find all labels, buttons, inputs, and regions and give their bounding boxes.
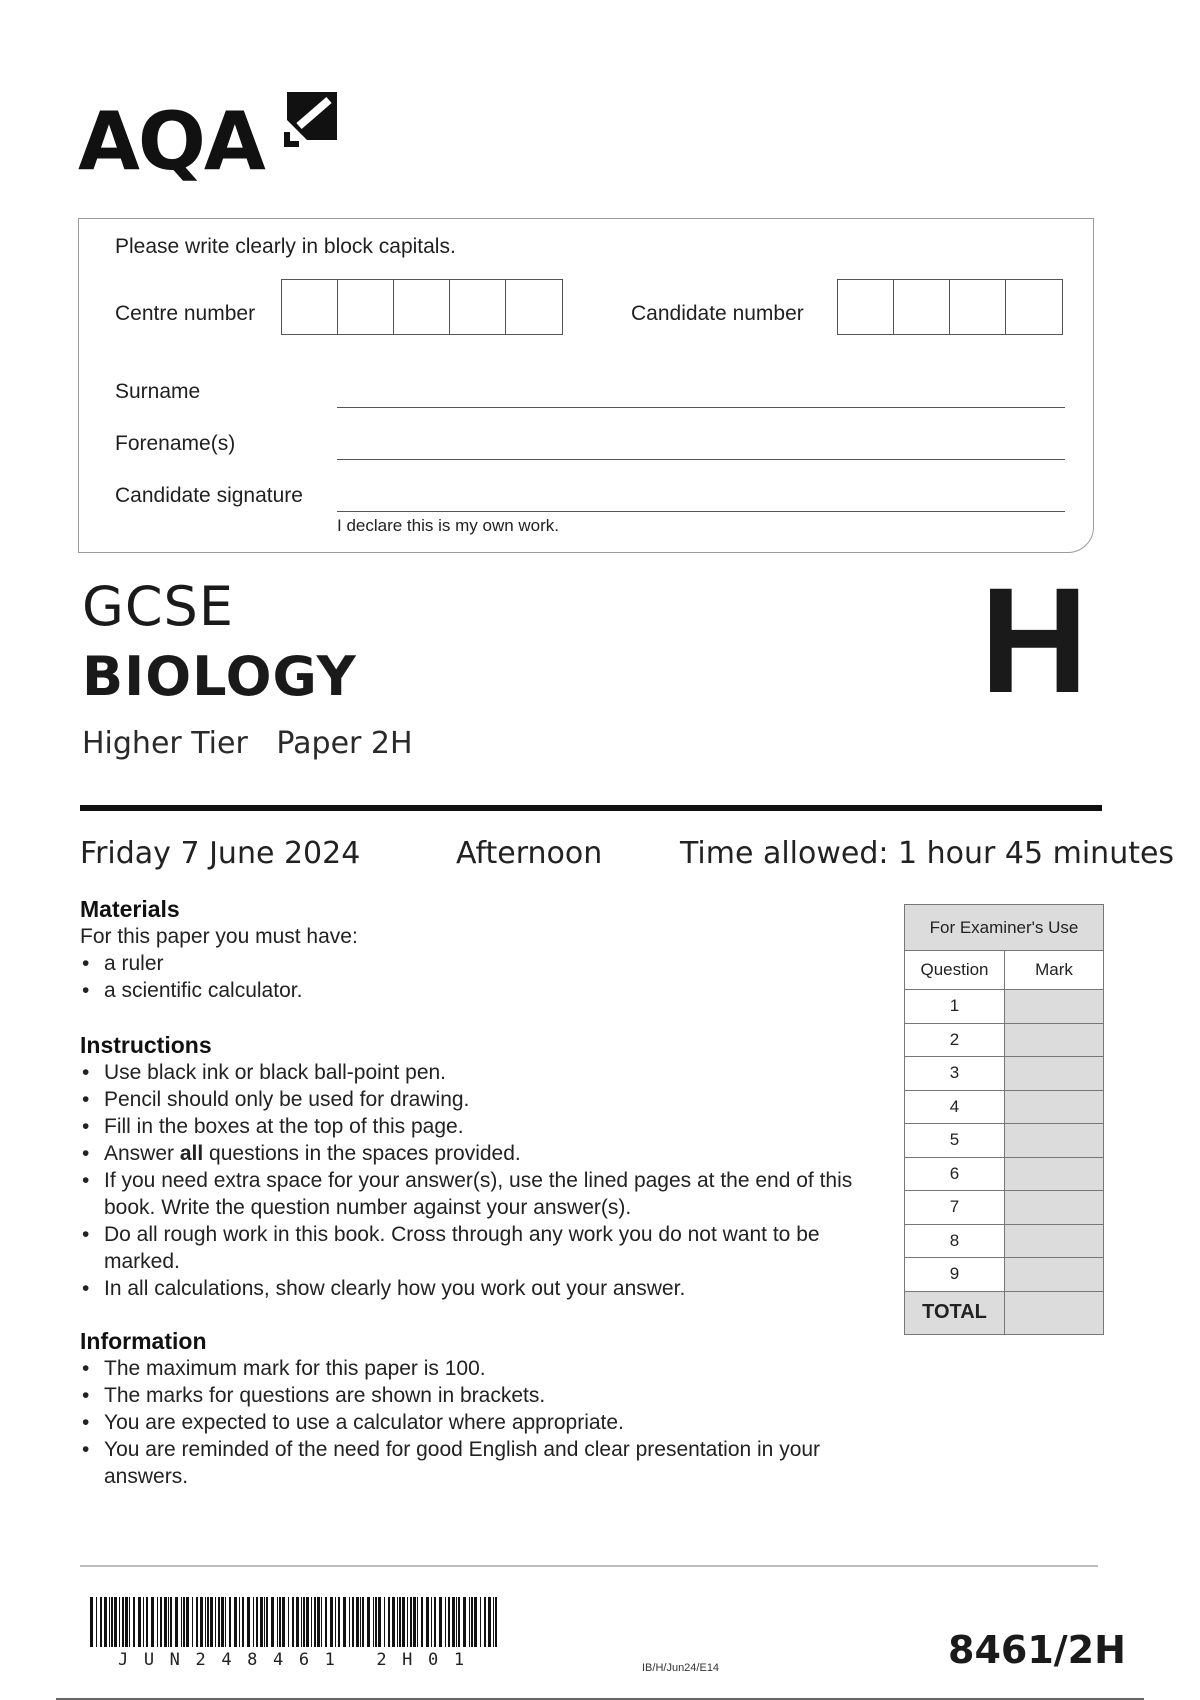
barcode-bar: [306, 1597, 309, 1647]
examiner-use-table: [904, 904, 1104, 1335]
barcode-bar: [129, 1597, 130, 1647]
candidate-digit-box[interactable]: [950, 280, 1006, 334]
question-number: 9: [905, 1258, 1005, 1292]
tier-letter: H: [980, 556, 1089, 724]
barcode-bar: [426, 1597, 429, 1647]
candidate-number-boxes[interactable]: [837, 279, 1063, 335]
barcode-bar: [170, 1597, 172, 1647]
mark-column-header: Mark: [1005, 951, 1104, 990]
question-number: 8: [905, 1224, 1005, 1258]
barcode-bar: [362, 1597, 364, 1647]
barcode-bar: [160, 1597, 162, 1647]
barcode-bar: [277, 1597, 278, 1647]
barcode-bar: [164, 1597, 167, 1647]
barcode-bar: [373, 1597, 374, 1647]
mark-cell: [1005, 1023, 1104, 1057]
barcode-bar: [247, 1597, 250, 1647]
signature-label: Candidate signature: [115, 484, 303, 507]
barcode-bar: [104, 1597, 107, 1647]
centre-number-label: Centre number: [115, 302, 256, 325]
barcode-bar: [356, 1597, 359, 1647]
text-span: questions in the spaces provided.: [203, 1142, 521, 1165]
barcode-bar: [200, 1597, 203, 1647]
candidate-digit-box[interactable]: [1006, 280, 1062, 334]
barcode-bar: [205, 1597, 206, 1647]
barcode-bar: [378, 1597, 381, 1647]
barcode-bar: [215, 1597, 216, 1647]
barcode-bar: [207, 1597, 209, 1647]
list-item: • The marks for questions are shown in brackets.: [80, 1382, 880, 1409]
barcode-bar: [225, 1597, 226, 1647]
paper-label: Paper 2H: [276, 726, 413, 761]
barcode-bar: [311, 1597, 312, 1647]
centre-digit-box[interactable]: [506, 280, 562, 334]
forename-line[interactable]: [337, 459, 1065, 460]
barcode-bar: [445, 1597, 446, 1647]
barcode-bar: [325, 1597, 327, 1647]
question-rows: [905, 990, 1104, 1292]
list-item: • Pencil should only be used for drawing.: [80, 1086, 880, 1113]
barcode-bar: [253, 1597, 254, 1647]
barcode-bar: [392, 1597, 395, 1647]
barcode-bar: [402, 1597, 405, 1647]
barcode-bar: [151, 1597, 154, 1647]
barcode-bar: [488, 1597, 491, 1647]
barcode-bar: [456, 1597, 457, 1647]
table-row: [905, 1191, 1104, 1225]
barcode-bar: [292, 1597, 294, 1647]
question-number: 3: [905, 1057, 1005, 1091]
list-item: • In all calculations, show clearly how you work out your answer.: [80, 1275, 880, 1302]
barcode-bar: [146, 1597, 148, 1647]
question-number: 5: [905, 1124, 1005, 1158]
barcode-bar: [463, 1597, 466, 1647]
barcode-bar: [260, 1597, 263, 1647]
barcode-bar: [360, 1597, 361, 1647]
list-item: • You are reminded of the need for good English and clear presentation in your answers.: [80, 1436, 824, 1490]
tier-paper: [82, 726, 413, 761]
barcode-bar: [125, 1597, 128, 1647]
table-row: [905, 1124, 1104, 1158]
materials-intro: For this paper you must have:: [80, 925, 358, 948]
total-label: TOTAL: [905, 1291, 1005, 1334]
question-number: 4: [905, 1090, 1005, 1124]
barcode-bar: [474, 1597, 477, 1647]
centre-digit-box[interactable]: [338, 280, 394, 334]
barcode-bar: [410, 1597, 412, 1647]
barcode-bar: [100, 1597, 102, 1647]
barcode-bar: [338, 1597, 340, 1647]
barcode-bar: [114, 1597, 117, 1647]
barcode-bar: [413, 1597, 416, 1647]
barcode-bar: [314, 1597, 316, 1647]
barcode-bar: [122, 1597, 124, 1647]
barcode-bar: [367, 1597, 370, 1647]
barcode-bar: [90, 1597, 93, 1647]
mark-cell: [1005, 1124, 1104, 1158]
barcode-bar: [175, 1597, 178, 1647]
qualification-title: GCSE: [82, 575, 234, 638]
list-item: [80, 1140, 880, 1167]
barcode-bar: [210, 1597, 213, 1647]
barcode-bar: [397, 1597, 398, 1647]
bold-text: all: [179, 1142, 204, 1165]
table-row: [905, 1023, 1104, 1057]
barcode-bar: [221, 1597, 224, 1647]
barcode-bar: [279, 1597, 281, 1647]
barcode-bar: [192, 1597, 193, 1647]
barcode-bar: [480, 1597, 481, 1647]
paper-reference: IB/H/Jun24/E14: [642, 1662, 720, 1674]
barcode-text: JUN248461 2H01: [118, 1650, 480, 1670]
barcode-bar: [234, 1597, 237, 1647]
information-list: [80, 1355, 880, 1490]
barcode-bar: [288, 1597, 289, 1647]
tier-label: Higher Tier: [82, 726, 248, 761]
barcode-bar: [181, 1597, 182, 1647]
table-row: [905, 1090, 1104, 1124]
block-capitals-instruction: Please write clearly in block capitals.: [115, 235, 456, 258]
question-number: 6: [905, 1157, 1005, 1191]
barcode-bar: [143, 1597, 144, 1647]
barcode-bar: [384, 1597, 385, 1647]
signature-line[interactable]: [337, 511, 1065, 512]
table-row: [905, 990, 1104, 1024]
centre-number-boxes[interactable]: [281, 279, 563, 335]
barcode-bar: [330, 1597, 333, 1647]
table-row: [905, 1258, 1104, 1292]
barcode-bar: [119, 1597, 120, 1647]
barcode-icon: [90, 1597, 502, 1647]
barcode-bar: [343, 1597, 346, 1647]
paper-code: 8461/2H: [948, 1628, 1126, 1672]
materials-list: [80, 950, 880, 1004]
barcode-bar: [375, 1597, 377, 1647]
logo-text: AQA: [78, 95, 264, 188]
barcode-bar: [109, 1597, 110, 1647]
barcode-bar: [439, 1597, 442, 1647]
subject-title: BIOLOGY: [82, 645, 357, 708]
barcode-bar: [493, 1597, 494, 1647]
barcode-bar: [157, 1597, 158, 1647]
barcode-bar: [96, 1597, 97, 1647]
barcode-bar: [484, 1597, 486, 1647]
list-item: • Fill in the boxes at the top of this page.: [80, 1113, 880, 1140]
barcode-bar: [264, 1597, 265, 1647]
instructions-heading: Instructions: [80, 1032, 212, 1058]
forename-label: Forename(s): [115, 432, 236, 455]
mark-cell: [1005, 1057, 1104, 1091]
mark-cell: [1005, 1258, 1104, 1292]
barcode-bar: [218, 1597, 220, 1647]
barcode-bar: [266, 1597, 268, 1647]
barcode-bar: [168, 1597, 169, 1647]
instructions-section: [80, 1032, 880, 1302]
barcode-bar: [458, 1597, 460, 1647]
mark-cell: [1005, 1157, 1104, 1191]
declaration-text: I declare this is my own work.: [337, 516, 560, 535]
barcode-bar: [317, 1597, 320, 1647]
barcode-bar: [133, 1597, 135, 1647]
aqa-logo: [78, 88, 348, 188]
barcode-bar: [282, 1597, 285, 1647]
question-number: 2: [905, 1023, 1005, 1057]
list-item: • Do all rough work in this book. Cross through any work you do not want to be marked.: [80, 1221, 844, 1275]
exam-session: Afternoon: [456, 836, 603, 871]
materials-heading: Materials: [80, 896, 180, 922]
barcode-bar: [452, 1597, 455, 1647]
barcode-bar: [138, 1597, 141, 1647]
table-row: [905, 1157, 1104, 1191]
barcode-bar: [431, 1597, 432, 1647]
centre-digit-box[interactable]: [450, 280, 506, 334]
barcode-bar: [303, 1597, 305, 1647]
list-item: • You are expected to use a calculator where appropriate.: [80, 1409, 880, 1436]
mark-cell: [1005, 1191, 1104, 1225]
barcode-bar: [196, 1597, 198, 1647]
barcode-bar: [321, 1597, 322, 1647]
materials-section: [80, 896, 880, 1004]
mark-cell: [1005, 990, 1104, 1024]
barcode-bar: [256, 1597, 258, 1647]
question-number: 7: [905, 1191, 1005, 1225]
table-row: [905, 1224, 1104, 1258]
information-heading: Information: [80, 1328, 207, 1354]
barcode-bar: [111, 1597, 113, 1647]
examiner-table-title: For Examiner's Use: [905, 905, 1104, 951]
instructions-list: [80, 1059, 880, 1302]
time-allowed: Time allowed: 1 hour 45 minutes: [680, 836, 1175, 871]
surname-line[interactable]: [337, 407, 1065, 408]
information-section: [80, 1328, 880, 1490]
surname-label: Surname: [115, 380, 201, 403]
barcode-bar: [239, 1597, 240, 1647]
barcode-bar: [271, 1597, 274, 1647]
barcode-bar: [421, 1597, 423, 1647]
barcode-bar: [399, 1597, 401, 1647]
list-item: • If you need extra space for your answer(s), use the lined pages at the end of this book. Write the question number against your answer(s).: [80, 1167, 884, 1221]
barcode-bar: [186, 1597, 189, 1647]
candidate-digit-box[interactable]: [838, 280, 894, 334]
candidate-details-box: [78, 218, 1094, 553]
header-rule: [80, 805, 1102, 811]
total-mark-cell: [1005, 1291, 1104, 1334]
list-item: • The maximum mark for this paper is 100.: [80, 1355, 880, 1382]
mark-cell: [1005, 1090, 1104, 1124]
barcode-bar: [434, 1597, 436, 1647]
footer-rule: [80, 1565, 1098, 1567]
barcode-bar: [352, 1597, 354, 1647]
list-item: • a scientific calculator.: [80, 977, 880, 1004]
barcode-bar: [388, 1597, 390, 1647]
exam-date: Friday 7 June 2024: [80, 836, 361, 871]
barcode-bar: [349, 1597, 350, 1647]
logo-mark-icon: [283, 88, 341, 148]
barcode-bar: [417, 1597, 418, 1647]
barcode-bar: [296, 1597, 299, 1647]
barcode-bar: [335, 1597, 336, 1647]
question-number: 1: [905, 990, 1005, 1024]
text-span: Answer: [104, 1142, 180, 1165]
mark-cell: [1005, 1224, 1104, 1258]
list-item: • a ruler: [80, 950, 880, 977]
barcode-bar: [495, 1597, 497, 1647]
table-row: [905, 1057, 1104, 1091]
barcode-bar: [301, 1597, 302, 1647]
list-item: • Use black ink or black ball-point pen.: [80, 1059, 880, 1086]
barcode-bar: [471, 1597, 473, 1647]
barcode-bar: [407, 1597, 408, 1647]
question-column-header: Question: [905, 951, 1005, 990]
barcode-bar: [242, 1597, 244, 1647]
barcode-bar: [229, 1597, 231, 1647]
barcode-bar: [183, 1597, 185, 1647]
barcode-bar: [448, 1597, 450, 1647]
candidate-digit-box[interactable]: [894, 280, 950, 334]
candidate-number-label: Candidate number: [631, 302, 804, 325]
centre-digit-box[interactable]: [394, 280, 450, 334]
centre-digit-box[interactable]: [282, 280, 338, 334]
barcode-bar: [469, 1597, 470, 1647]
